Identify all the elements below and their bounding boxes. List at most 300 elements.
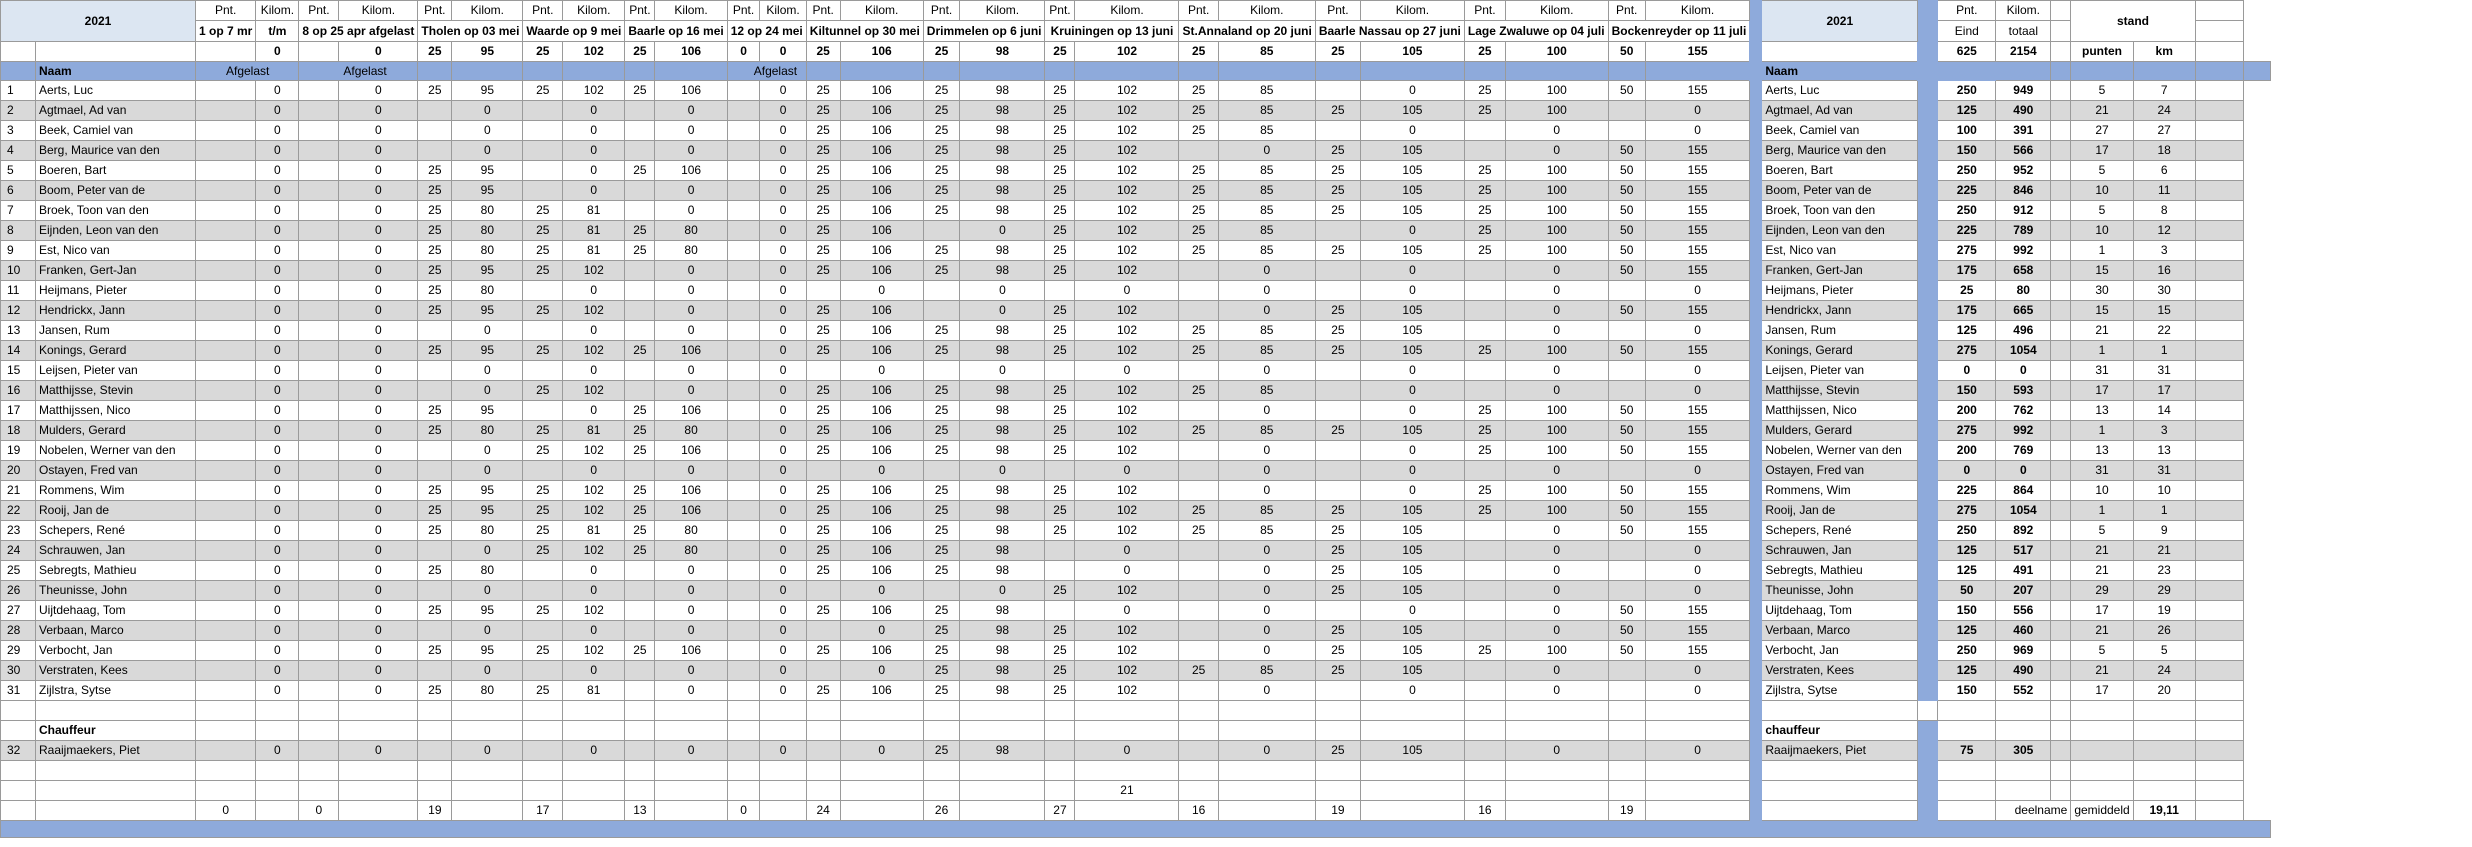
cell[interactable] [418,701,452,721]
ride-km[interactable]: 98 [960,661,1045,681]
ride-pnt[interactable]: 25 [923,81,960,101]
cell[interactable] [418,62,452,81]
ride-pnt[interactable]: 25 [523,681,563,701]
ride-pnt[interactable] [1608,321,1645,341]
ride-pnt[interactable] [1179,741,1218,761]
cell[interactable] [655,721,727,741]
ride-pnt[interactable] [1464,621,1505,641]
separator[interactable] [1750,801,1762,821]
afgelast-label[interactable]: Afgelast [299,62,418,81]
ride-km[interactable]: 0 [339,121,418,141]
member-name-right[interactable]: Schepers, René [1762,521,1918,541]
ride-km[interactable]: 0 [655,361,727,381]
member-name[interactable]: Matthijsse, Stevin [36,381,196,401]
ride-pnt[interactable] [299,361,339,381]
member-name-right[interactable]: Beek, Camiel van [1762,121,1918,141]
ride-pnt[interactable]: 25 [1045,321,1075,341]
member-name[interactable]: Nobelen, Werner van den [36,441,196,461]
ride-pnt[interactable]: 25 [923,441,960,461]
ride-km[interactable]: 0 [760,221,806,241]
ride-km[interactable]: 105 [1360,141,1464,161]
ride-pnt[interactable] [806,621,840,641]
ride-pnt[interactable] [523,561,563,581]
cell[interactable] [2051,401,2071,421]
cell[interactable] [2051,221,2071,241]
cell[interactable] [1360,62,1464,81]
row-number[interactable]: 3 [1,121,36,141]
member-name-right[interactable]: Est, Nico van [1762,241,1918,261]
ride-km[interactable]: 102 [1075,221,1179,241]
ride-km[interactable]: 95 [452,401,523,421]
ride-pnt[interactable] [1179,601,1218,621]
ride-pnt[interactable]: 25 [806,441,840,461]
cell[interactable] [1218,781,1315,801]
ride-km[interactable]: 0 [1645,281,1749,301]
ride-pnt[interactable]: 25 [523,81,563,101]
total-km[interactable]: 892 [1996,521,2051,541]
ride-km[interactable]: 0 [1218,541,1315,561]
cell[interactable] [418,761,452,781]
ride-km[interactable]: 106 [840,101,923,121]
ride-km[interactable]: 106 [840,561,923,581]
ride-km[interactable]: 105 [1360,741,1464,761]
eind-points[interactable]: 250 [1938,161,1996,181]
member-name-right[interactable]: Raaijmaekers, Piet [1762,741,1918,761]
ride-km[interactable]: 102 [1075,241,1179,261]
ride-km[interactable]: 0 [1360,281,1464,301]
ride-km[interactable]: 95 [452,641,523,661]
row-number[interactable]: 28 [1,621,36,641]
ride-km[interactable]: 106 [840,81,923,101]
cell[interactable] [625,761,655,781]
kilom-header[interactable]: Kilom. [960,1,1045,21]
member-name-right[interactable]: Zijlstra, Sytse [1762,681,1918,701]
ride-km[interactable]: 0 [339,101,418,121]
member-name-right[interactable]: Mulders, Gerard [1762,421,1918,441]
ride-km[interactable]: 102 [563,641,625,661]
cell[interactable] [2195,261,2243,281]
ride-km[interactable]: 0 [655,141,727,161]
ride-pnt[interactable]: 50 [1608,401,1645,421]
member-name-right[interactable]: Matthijssen, Nico [1762,401,1918,421]
ride-pnt[interactable] [299,421,339,441]
cell[interactable] [806,721,840,741]
separator[interactable] [1918,121,1938,141]
ride-km[interactable]: 98 [960,101,1045,121]
cell[interactable] [2195,441,2243,461]
ride-km[interactable]: 0 [1505,361,1608,381]
cell[interactable] [2195,521,2243,541]
ride-km[interactable]: 0 [1645,361,1749,381]
separator[interactable] [1918,561,1938,581]
ride-pnt[interactable]: 25 [1464,221,1505,241]
cell[interactable] [2195,601,2243,621]
ride-pnt[interactable]: 25 [523,541,563,561]
cell[interactable] [1645,62,1749,81]
ride-km[interactable]: 0 [256,141,299,161]
ride-pnt[interactable] [523,161,563,181]
ride-km[interactable]: 102 [1075,161,1179,181]
ride-pnt[interactable]: 25 [523,421,563,441]
ride-km[interactable]: 0 [339,601,418,621]
ride-km[interactable]: 0 [1218,601,1315,621]
pnt-header[interactable]: Pnt. [1608,1,1645,21]
separator[interactable] [1750,321,1762,341]
cell[interactable] [1045,761,1075,781]
ride-pnt[interactable]: 50 [1608,341,1645,361]
cell[interactable] [1938,701,1996,721]
cell[interactable] [2051,201,2071,221]
rank-km[interactable]: 14 [2133,401,2195,421]
eind-points[interactable]: 225 [1938,481,1996,501]
cell[interactable] [418,721,452,741]
ride-km[interactable]: 155 [1645,81,1749,101]
ride-km[interactable]: 95 [452,161,523,181]
ride-km[interactable]: 0 [840,581,923,601]
rank-km[interactable]: 24 [2133,101,2195,121]
ride-pnt[interactable] [625,281,655,301]
separator[interactable] [1750,741,1762,761]
rank-points[interactable]: 17 [2071,601,2133,621]
cell[interactable] [1996,781,2051,801]
ride-pnt[interactable] [727,541,760,561]
cell[interactable] [452,721,523,741]
ride-pnt[interactable]: 25 [1315,501,1360,521]
cell[interactable] [2195,561,2243,581]
rank-km[interactable]: 30 [2133,281,2195,301]
rank-km[interactable]: 1 [2133,341,2195,361]
cell[interactable] [1464,701,1505,721]
ride-pnt[interactable] [1464,681,1505,701]
ride-km[interactable]: 0 [1360,261,1464,281]
row-number[interactable]: 7 [1,201,36,221]
ride-km[interactable]: 0 [339,421,418,441]
ride-km[interactable]: 0 [563,581,625,601]
ride-km[interactable]: 0 [1075,741,1179,761]
ride-pnt[interactable] [299,501,339,521]
ride-pnt[interactable]: 25 [1315,521,1360,541]
ride-km[interactable]: 106 [840,541,923,561]
rank-km[interactable]: 7 [2133,81,2195,101]
ride-pnt[interactable] [1045,461,1075,481]
ride-pnt[interactable]: 25 [1464,641,1505,661]
separator[interactable] [1750,481,1762,501]
participation-count[interactable]: 27 [1045,801,1075,821]
cell[interactable] [2071,761,2133,781]
ride-pnt[interactable]: 25 [523,381,563,401]
ride-pnt[interactable] [727,221,760,241]
ride-pnt[interactable] [418,461,452,481]
rank-km[interactable]: 21 [2133,541,2195,561]
ride-pnt[interactable]: 25 [1464,421,1505,441]
ride-pnt[interactable]: 25 [923,481,960,501]
ride-pnt[interactable]: 25 [418,421,452,441]
ride-km[interactable]: 100 [1505,101,1608,121]
ride-pnt[interactable]: 25 [923,621,960,641]
ride-pnt[interactable] [727,341,760,361]
ride-pnt[interactable] [1608,561,1645,581]
cell[interactable] [563,781,625,801]
ride-pnt[interactable] [299,281,339,301]
ride-pnt[interactable]: 25 [1464,401,1505,421]
ride-title[interactable]: 12 op 24 mei [727,21,806,42]
eind-points[interactable]: 100 [1938,121,1996,141]
ride-pnt[interactable] [727,81,760,101]
ride-pnt[interactable]: 25 [806,221,840,241]
cell[interactable] [339,801,418,821]
ride-pnt[interactable] [196,501,256,521]
ride-pnt[interactable]: 25 [625,421,655,441]
rank-points[interactable]: 15 [2071,261,2133,281]
ride-pnt[interactable]: 25 [1179,201,1218,221]
cell[interactable] [299,701,339,721]
ride-km[interactable]: 0 [1645,321,1749,341]
ride-pnt-total[interactable]: 25 [1179,42,1218,62]
ride-pnt[interactable]: 25 [1179,241,1218,261]
ride-km[interactable]: 0 [760,421,806,441]
ride-pnt[interactable] [299,181,339,201]
ride-km-total[interactable]: 106 [655,42,727,62]
ride-pnt[interactable]: 50 [1608,501,1645,521]
ride-pnt[interactable]: 25 [1045,621,1075,641]
cell[interactable] [563,801,625,821]
member-name-right[interactable]: Konings, Gerard [1762,341,1918,361]
ride-pnt[interactable]: 25 [923,261,960,281]
ride-pnt[interactable] [727,461,760,481]
ride-pnt[interactable] [727,241,760,261]
ride-pnt[interactable]: 25 [1045,181,1075,201]
separator[interactable] [1750,721,1762,741]
cell[interactable] [2071,741,2133,761]
ride-km[interactable]: 105 [1360,421,1464,441]
cell[interactable] [1608,781,1645,801]
gemiddeld-label[interactable]: gemiddeld [2071,801,2133,821]
ride-km[interactable]: 0 [840,741,923,761]
ride-pnt[interactable] [625,561,655,581]
ride-km[interactable]: 0 [760,501,806,521]
ride-km[interactable]: 106 [840,301,923,321]
separator[interactable] [1750,541,1762,561]
ride-pnt[interactable] [1179,681,1218,701]
ride-km[interactable]: 105 [1360,661,1464,681]
ride-pnt[interactable]: 25 [1315,541,1360,561]
ride-km[interactable]: 0 [1505,561,1608,581]
ride-pnt[interactable] [299,241,339,261]
ride-km[interactable]: 0 [655,661,727,681]
ride-pnt[interactable] [1179,641,1218,661]
ride-km[interactable]: 0 [452,381,523,401]
ride-km[interactable]: 105 [1360,561,1464,581]
ride-pnt[interactable] [727,381,760,401]
total-km[interactable]: 864 [1996,481,2051,501]
ride-pnt[interactable] [625,181,655,201]
ride-pnt[interactable]: 25 [1045,581,1075,601]
ride-pnt[interactable]: 25 [1045,661,1075,681]
ride-km[interactable]: 106 [840,341,923,361]
ride-pnt[interactable]: 25 [418,261,452,281]
cell[interactable] [2051,461,2071,481]
cell[interactable] [2051,21,2071,42]
cell[interactable] [960,781,1045,801]
ride-pnt[interactable] [1179,541,1218,561]
member-name[interactable]: Beek, Camiel van [36,121,196,141]
member-name-right[interactable]: Verbaan, Marco [1762,621,1918,641]
ride-km[interactable]: 0 [1505,621,1608,641]
ride-km[interactable]: 102 [1075,641,1179,661]
ride-km[interactable]: 155 [1645,421,1749,441]
cell[interactable] [1938,761,1996,781]
member-name-right[interactable]: Sebregts, Mathieu [1762,561,1918,581]
cell[interactable] [1762,781,1918,801]
ride-pnt[interactable] [1464,301,1505,321]
cell[interactable] [2195,221,2243,241]
ride-pnt[interactable]: 25 [1045,201,1075,221]
ride-pnt-total[interactable] [299,42,339,62]
cell[interactable] [760,721,806,741]
cell[interactable] [523,721,563,741]
cell[interactable] [2195,701,2243,721]
cell[interactable] [840,761,923,781]
separator[interactable] [1918,101,1938,121]
afgelast-label[interactable]: Afgelast [727,62,806,81]
ride-pnt[interactable] [1179,141,1218,161]
eind-points[interactable]: 225 [1938,181,1996,201]
ride-km[interactable]: 0 [1360,81,1464,101]
cell[interactable] [1762,761,1918,781]
total-km[interactable]: 207 [1996,581,2051,601]
member-name[interactable]: Boeren, Bart [36,161,196,181]
ride-pnt[interactable]: 25 [418,221,452,241]
ride-km[interactable]: 0 [760,741,806,761]
ride-pnt[interactable]: 25 [1045,301,1075,321]
ride-pnt[interactable] [1464,561,1505,581]
cell[interactable] [625,721,655,741]
member-name[interactable]: Broek, Toon van den [36,201,196,221]
cell[interactable] [2195,62,2243,81]
ride-pnt[interactable] [299,101,339,121]
ride-km[interactable]: 106 [840,501,923,521]
ride-km[interactable]: 0 [760,321,806,341]
cell[interactable] [1505,701,1608,721]
ride-km[interactable]: 0 [1360,221,1464,241]
ride-pnt[interactable]: 25 [1045,501,1075,521]
ride-pnt[interactable]: 25 [523,641,563,661]
ride-km[interactable]: 0 [655,561,727,581]
total-km[interactable]: 952 [1996,161,2051,181]
ride-km[interactable]: 0 [256,741,299,761]
ride-km[interactable]: 0 [1218,461,1315,481]
eind-points[interactable]: 150 [1938,681,1996,701]
punten-header[interactable]: punten [2071,42,2133,62]
rank-km[interactable]: 22 [2133,321,2195,341]
member-name-right[interactable]: Boeren, Bart [1762,161,1918,181]
rank-points[interactable]: 17 [2071,141,2133,161]
ride-pnt[interactable] [418,661,452,681]
ride-km[interactable]: 0 [655,261,727,281]
ride-km[interactable]: 85 [1218,321,1315,341]
cell[interactable] [1,801,36,821]
ride-pnt[interactable]: 25 [418,161,452,181]
cell[interactable] [1315,761,1360,781]
ride-pnt[interactable]: 25 [1045,261,1075,281]
cell[interactable] [2051,681,2071,701]
cell[interactable] [36,801,196,821]
ride-km[interactable]: 100 [1505,481,1608,501]
member-name-right[interactable]: Hendrickx, Jann [1762,301,1918,321]
ride-pnt[interactable] [1315,381,1360,401]
ride-km[interactable]: 0 [1645,381,1749,401]
ride-pnt[interactable]: 25 [418,521,452,541]
member-name[interactable]: Schrauwen, Jan [36,541,196,561]
cell[interactable] [2051,721,2071,741]
ride-pnt[interactable]: 25 [1179,181,1218,201]
ride-pnt[interactable]: 25 [1179,341,1218,361]
ride-km[interactable]: 155 [1645,241,1749,261]
cell[interactable] [2051,141,2071,161]
kilom-header[interactable]: Kilom. [339,1,418,21]
cell[interactable] [2195,401,2243,421]
ride-pnt[interactable]: 25 [625,341,655,361]
ride-km[interactable]: 0 [256,381,299,401]
ride-pnt[interactable]: 25 [1315,741,1360,761]
separator[interactable] [1750,581,1762,601]
ride-pnt[interactable] [625,661,655,681]
ride-km[interactable]: 81 [563,521,625,541]
ride-km[interactable]: 80 [452,221,523,241]
ride-km-total[interactable]: 95 [452,42,523,62]
rank-points[interactable]: 10 [2071,181,2133,201]
ride-title[interactable]: Kiltunnel op 30 mei [806,21,923,42]
eind-points[interactable]: 75 [1938,741,1996,761]
cell[interactable] [1608,62,1645,81]
row-number[interactable]: 2 [1,101,36,121]
pnt-header[interactable]: Pnt. [523,1,563,21]
ride-km[interactable]: 0 [563,361,625,381]
ride-km[interactable]: 85 [1218,81,1315,101]
pnt-header[interactable]: Pnt. [727,1,760,21]
ride-pnt[interactable] [523,401,563,421]
ride-pnt[interactable]: 25 [1315,201,1360,221]
ride-pnt[interactable]: 25 [523,241,563,261]
eind-points[interactable]: 125 [1938,661,1996,681]
ride-km[interactable]: 0 [339,321,418,341]
ride-km[interactable]: 0 [760,81,806,101]
separator[interactable] [1918,321,1938,341]
ride-pnt[interactable]: 25 [923,641,960,661]
ride-pnt[interactable]: 25 [923,201,960,221]
separator[interactable] [1918,601,1938,621]
ride-pnt[interactable]: 25 [1179,221,1218,241]
separator[interactable] [1750,161,1762,181]
ride-pnt[interactable]: 50 [1608,301,1645,321]
separator[interactable] [1918,361,1938,381]
ride-pnt[interactable] [299,221,339,241]
ride-pnt-total[interactable]: 25 [523,42,563,62]
separator[interactable] [1918,581,1938,601]
participation-count[interactable]: 0 [299,801,339,821]
pnt-header[interactable]: Pnt. [299,1,339,21]
cell[interactable] [1179,701,1218,721]
separator[interactable] [1750,701,1762,721]
ride-pnt[interactable] [299,481,339,501]
deelname-label[interactable]: deelname [1996,801,2071,821]
ride-km[interactable]: 0 [256,121,299,141]
ride-pnt-total[interactable] [196,42,256,62]
cell[interactable] [452,761,523,781]
ride-pnt[interactable]: 25 [1315,161,1360,181]
total-km[interactable]: 496 [1996,321,2051,341]
cell[interactable] [655,781,727,801]
